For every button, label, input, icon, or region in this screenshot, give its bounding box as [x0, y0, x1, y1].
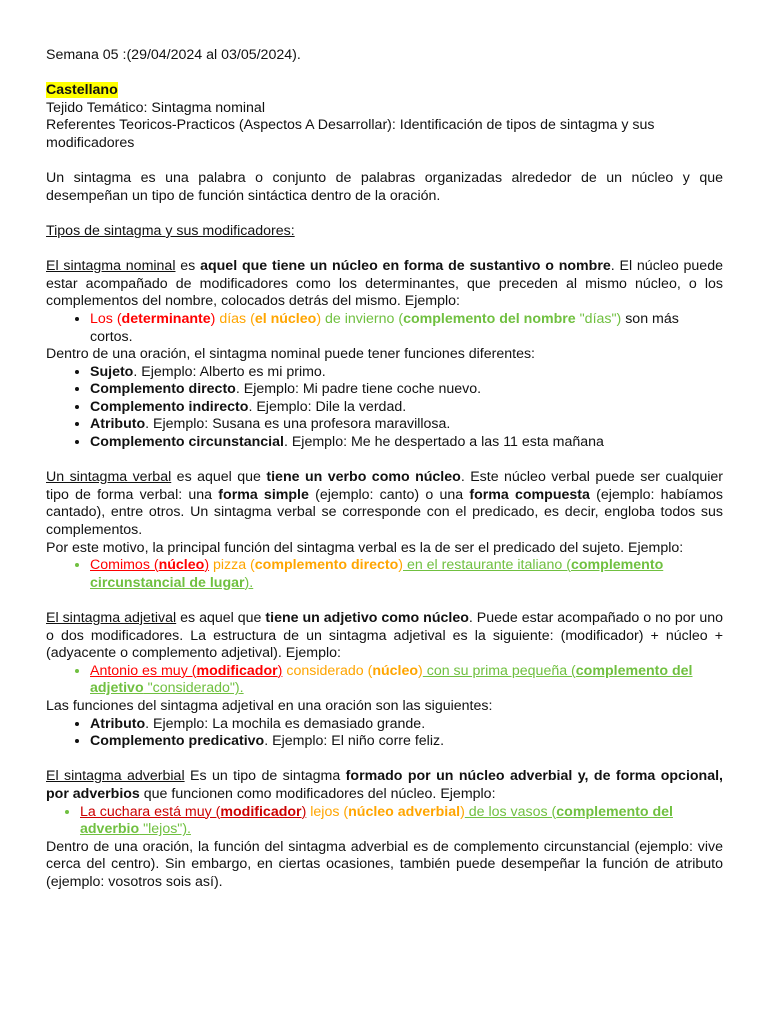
example-part-nucleo: Comimos (núcleo) — [90, 557, 210, 574]
adverbial-example-list — [46, 804, 723, 839]
list-item: • Complemento directo. Ejemplo: Mi padre tiene coche nuevo. — [90, 381, 723, 399]
example-part-determinante: Los (determinante) — [90, 310, 216, 327]
adverbial-term: El sintagma adverbial — [46, 768, 185, 785]
nominal-text-2: . El núcleo puede estar acompañado de modificadores como los determinantes, que preceden al mismo núcleo, o los complementos del nombre, colocados detrás del mismo. Ejemplo: — [46, 258, 723, 310]
example-part-rest: son más cortos. — [90, 310, 679, 345]
nominal-functions-list — [46, 364, 723, 452]
adverbial-closing: Dentro de una oración, la función del sintagma adverbial es de complemento circunstancial (ejemplo: vive cerca del centro). Sin embargo, en ciertas ocasiones, también puede desempeñar la función de atributo (ejemplo: vosotros sois así). — [46, 838, 723, 890]
adjetival-term: El sintagma adjetival — [46, 610, 177, 626]
list-item: • Sujeto. Ejemplo: Alberto es mi primo. — [90, 364, 723, 382]
adverbial-paragraph: El sintagma adverbial Es un tipo de sintagma formado por un núcleo adverbial y, de forma opcional, por adverbios que funcionen como modificadores del núcleo. Ejemplo: — [46, 768, 723, 802]
list-item: • Atributo. Ejemplo: La mochila es demasiado grande. — [90, 716, 723, 734]
types-heading — [46, 223, 723, 241]
nominal-example — [90, 311, 723, 346]
example-part-modificador: La cuchara está muy (modificador) — [80, 803, 307, 820]
nominal-paragraph — [46, 258, 723, 311]
nominal-term: El sintagma nominal — [46, 258, 176, 275]
subject-title: Castellano — [46, 82, 118, 99]
types-heading-text: Tipos de sintagma y sus modificadores: — [46, 222, 295, 239]
example-part-complemento: de los vasos (complemento del adverbio "lejos"). — [80, 803, 673, 838]
adjetival-functions-list — [46, 716, 723, 751]
theme-line: Tejido Temático: Sintagma nominal — [46, 99, 265, 116]
list-item: • Atributo. Ejemplo: Susana es una profesora maravillosa. — [90, 416, 723, 434]
verbal-paragraph-2: Por este motivo, la principal función del sintagma verbal es la de ser el predicado del sujeto. Ejemplo: — [46, 539, 684, 556]
adjetival-example — [90, 663, 723, 698]
example-part-nucleo: lejos (núcleo adverbial) — [306, 803, 465, 820]
nominal-bold: aquel que tiene un núcleo en forma de sustantivo o nombre — [200, 258, 611, 275]
adjetival-example-list — [46, 663, 723, 698]
list-item: • Complemento indirecto. Ejemplo: Dile la verdad. — [90, 399, 723, 417]
subject-line — [46, 82, 723, 100]
example-part-complemento: con su prima pequeña (complemento del adjetivo "considerado"). — [90, 662, 693, 697]
nominal-functions-intro: Dentro de una oración, el sintagma nominal puede tener funciones diferentes: — [46, 346, 535, 363]
example-part-cd: pizza (complemento directo) — [209, 557, 403, 574]
example-part-modificador: Antonio es muy (modificador) — [90, 662, 283, 679]
adjetival-functions-intro: Las funciones del sintagma adjetival en una oración son las siguientes: — [46, 697, 493, 714]
verbal-example — [90, 557, 723, 592]
verbal-paragraph: Un sintagma verbal es aquel que tiene un verbo como núcleo. Este núcleo verbal puede ser cualquier tipo de forma verbal: una forma simple (ejemplo: canto) o una forma compuesta (ejemplo: habíamos cantado), entre otros. Un sintagma verbal se corresponde con el predicado, es decir, engloba todos sus complementos. — [46, 469, 723, 539]
intro-paragraph: Un sintagma es una palabra o conjunto de palabras organizadas alrededor de un núcleo y que desempeñan un tipo de función sintáctica dentro de la oración. — [46, 170, 723, 204]
nominal-example-list — [46, 311, 723, 346]
adjetival-paragraph: El sintagma adjetival es aquel que tiene un adjetivo como núcleo. Puede estar acompañado o no por uno o dos modificadores. La estructura de un sintagma adjetival es la siguiente: (modificador) + núcleo + (adyacente o complemento adjetival). Ejemplo: — [46, 610, 724, 662]
example-part-complemento: de invierno (complemento del nombre "días") — [321, 310, 622, 327]
example-part-cc: en el restaurante italiano (complemento circunstancial de lugar). — [90, 557, 664, 591]
adverbial-example — [80, 804, 723, 839]
week-line: Semana 05 :(29/04/2024 al 03/05/2024). — [46, 47, 301, 63]
example-part-nucleo: días (el núcleo) — [215, 310, 322, 327]
referents-line: Referentes Teoricos-Practicos (Aspectos A Desarrollar): Identificación de tipos de sintagma y sus modificadores — [46, 117, 655, 151]
verbal-term: Un sintagma verbal — [46, 469, 172, 486]
verbal-example-list — [46, 557, 723, 592]
list-item: • Complemento predicativo. Ejemplo: El niño corre feliz. — [90, 733, 723, 751]
list-item: • Complemento circunstancial. Ejemplo: Me he despertado a las 11 esta mañana — [90, 434, 723, 452]
example-part-nucleo: considerado (núcleo) — [282, 662, 423, 679]
nominal-text-1: es — [175, 258, 201, 275]
